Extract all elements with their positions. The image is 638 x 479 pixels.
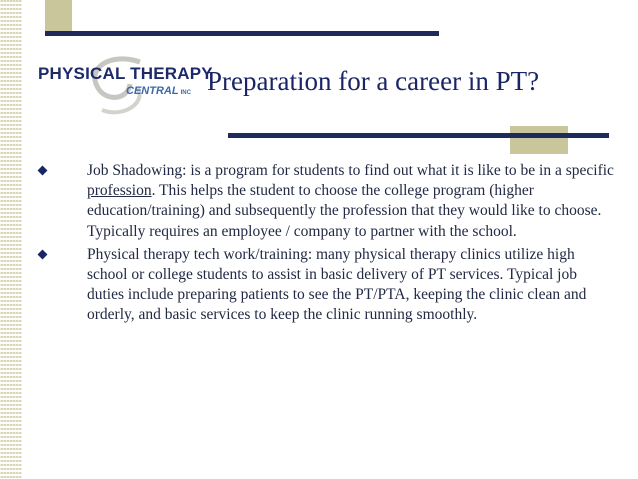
slide-title: Preparation for a career in PT? <box>207 66 540 96</box>
bullet-text-1-pre: Job Shadowing: is a program for students to find out what it is like to be in a specific <box>87 162 614 179</box>
bullet-item-pt-tech <box>36 245 616 326</box>
logo-text-main: PHYSICAL THERAPY <box>38 64 213 83</box>
bottom-divider-bar <box>228 133 609 138</box>
logo-inc: INC <box>180 90 191 96</box>
logo-text-sub: CENTRAL INC <box>126 85 191 97</box>
diamond-bullet-icon <box>38 166 48 176</box>
bullet-item-job-shadowing <box>36 161 616 242</box>
company-logo <box>38 54 218 116</box>
top-accent-block <box>45 0 72 31</box>
top-divider-bar <box>45 31 439 36</box>
bullet-text-2: Physical therapy tech work/training: many physical therapy clinics utilize high school or college students to assist in basic delivery of PT services. Typical job duties include preparing patients to see the PT/PTA, keeping the clinic clean and orderly, and basic services to keep the clinic running smoothly. <box>87 245 587 324</box>
bullet-list <box>36 161 616 329</box>
left-stripe-decoration <box>0 0 22 479</box>
profession-link[interactable]: profession <box>87 182 152 200</box>
diamond-bullet-icon <box>38 249 48 259</box>
bullet-text-1-post: . This helps the student to choose the college program (higher education/training) and subsequently the profession that they would like to choose. Typically requires an employee / company to partner with the school. <box>87 182 602 240</box>
bottom-accent-block <box>510 126 568 154</box>
